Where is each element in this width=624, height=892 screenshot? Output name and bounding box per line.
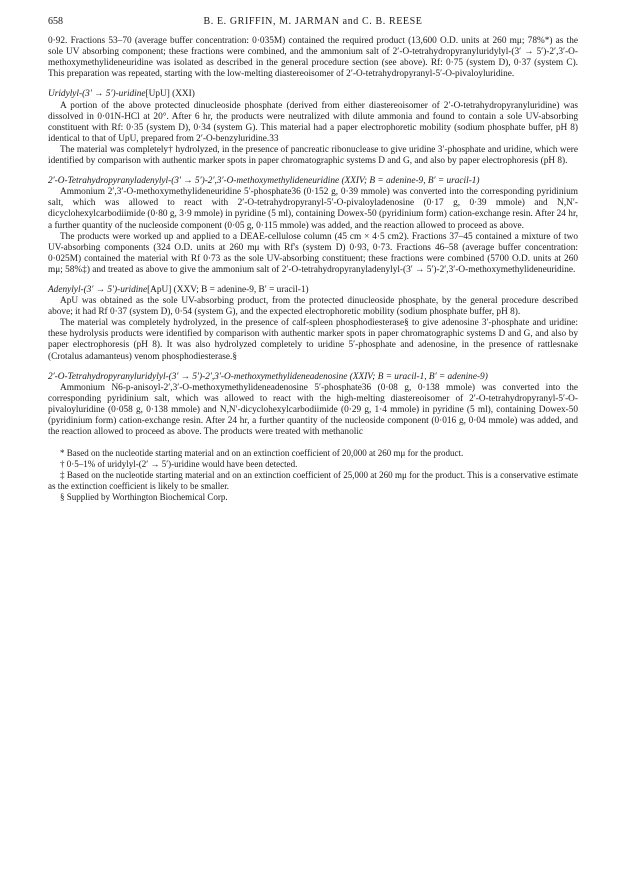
- paragraph-apu-preparation: ApU was obtained as the sole UV-absorbing product, from the protected dinucleoside phosphate, by the general procedure described above; it had Rf 0·37 (system D), 0·54 (system G), and the expected electrophoretic mobility (sodium phosphate buffer, pH 8).: [48, 296, 578, 318]
- section-heading-upu-roman: [UpU] (XXI): [145, 89, 195, 100]
- section-heading-apu: [48, 285, 578, 296]
- footnote-section-mark: § Supplied by Worthington Biochemical Corp.: [60, 492, 228, 503]
- section-heading-apu-roman: [ApU] (XXV; B = adenine-9, B′ = uracil-1): [147, 284, 309, 295]
- footnote-asterisk: * Based on the nucleotide starting material and on an extinction coefficient of 20,000 at 260 mμ for the product.: [60, 448, 464, 459]
- running-head-authors: B. E. GRIFFIN, M. JARMAN and C. B. REESE: [203, 16, 423, 27]
- footnotes: [48, 448, 578, 503]
- paragraph-fractions-upu: 0·92. Fractions 53–70 (average buffer concentration: 0·035M) contained the required product (13,600 O.D. units at 260 mμ; 78%*) as the sole UV absorbing component; these fractions were combined, and the ammonium salt of 2′-O-tetrahydropyranyluridylyl-(3′ → 5′)-2′,3′-O-methoxymethylideneuridine was isolated as described in the general procedure section (see above). Rf: 0·75 (system D), 0·37 (system C). This preparation was repeated, starting with the low-melting diastereoisomer of 2′-O-tetrahydropyranyl-5′-O-pivaloyluridine.: [48, 36, 578, 80]
- section-heading-apu-italic: Adenylyl-(3′ → 5′)-uridine: [48, 284, 148, 295]
- paragraph-thp-adenylyl-synthesis: Ammonium 2′,3′-O-methoxymethylideneuridine 5′-phosphate36 (0·152 g, 0·39 mmole) was converted into the corresponding pyridinium salt, which was allowed to react with 2′-O-tetrahydropyranyl-5′-O-pivaloyladenosine (0·17 g, 0·39 mmole) and N,N′-dicyclohexylcarbodiimide (0·80 g, 3·9 mmole) in pyridine (5 ml), containing Dowex-50 (pyridinium form) cation-exchange resin. After 24 hr, a further quantity of the nucleoside component (0·05 g, 0·115 mmole) was added, and the reaction allowed to proceed as above.: [48, 187, 578, 231]
- paragraph-thp-uridylyl-synthesis: Ammonium N6-p-anisoyl-2′,3′-O-methoxymethylideneadenosine 5′-phosphate36 (0·08 g, 0·138 mmole) was converted into the corresponding pyridinium salt, which was allowed to react with the high-melting diastereoisomer of 2′-O-tetrahydropyranyl-5′-O-pivaloyluridine (0·058 g, 0·138 mmole) and N,N′-dicyclohexylcarbodiimide (0·29 g, 1·4 mmole) in pyridine (5 ml), containing Dowex-50 (pyridinium form) cation-exchange resin. After 24 hr, a further quantity of the nucleoside component (0·016 g, 0·04 mmole) was added, and the reaction allowed to proceed as above. The products were treated with methanolic: [48, 382, 578, 438]
- running-header: [48, 16, 578, 27]
- page-number: 658: [48, 16, 63, 27]
- footnote-dagger: † 0·5–1% of uridylyl-(2′ → 5′)-uridine would have been detected.: [60, 459, 298, 470]
- section-heading-thp-uridylyl: 2′-O-Tetrahydropyranyluridylyl-(3′ → 5′)-2′,3′-O-methoxymethylideneadenosine (XXIV; B = uracil-1, B′ = adenine-9): [48, 371, 488, 382]
- paragraph-apu-hydrolysis: The material was completely hydrolyzed, in the presence of calf-spleen phosphodiesterase§ to give adenosine 3′-phosphate and uridine: these hydrolysis products were identified by comparison with authentic marker spots in paper chromatographic systems D and G, and also by paper electrophoresis (pH 8). It was also hydrolyzed completely to uridine 5′-phosphate and adenosine, in the presence of rattlesnake (Crotalus adamanteus) venom phosphodiesterase.§: [48, 318, 578, 362]
- section-heading-thp-adenylyl: 2′-O-Tetrahydropyranyladenylyl-(3′ → 5′)-2′,3′-O-methoxymethylideneuridine (XXIV; B = adenine-9, B′ = uracil-1): [48, 176, 480, 187]
- document-page: [48, 16, 578, 503]
- paragraph-upu-deprotection: A portion of the above protected dinucleoside phosphate (derived from either diastereoisomer of 2′-O-tetrahydropyranyluridine) was dissolved in 0·01N-HCl at 20°. After 6 hr, the products were neutralized with dilute ammonia and found to contain a sole UV-absorbing constituent with Rf: 0·35 (system D), 0·34 (system G). This material had a paper electrophoretic mobility (sodium phosphate buffer, pH 8) identical to that of UpU, prepared from 2′-O-benzyluridine.33: [48, 100, 578, 144]
- paragraph-thp-adenylyl-workup: The products were worked up and applied to a DEAE-cellulose column (45 cm × 4·5 cm2). Fractions 37–45 contained a mixture of two UV-absorbing components (324 O.D. units at 260 mμ with Rf's (system D) 0·93, 0·73. Fractions 46–58 (average buffer concentration: 0·025M) contained the material with Rf 0·73 as the sole UV-absorbing constituent; these fractions were combined (5700 O.D. units at 260 mμ; 58%‡) and treated as above to give the ammonium salt of 2′-O-tetrahydropyranyladenylyl-(3′ → 5′)-2′,3′-O-methoxymethylideneuridine.: [48, 231, 578, 275]
- section-heading-upu: [48, 89, 578, 100]
- footnote-double-dagger: ‡ Based on the nucleotide starting material and on an extinction coefficient of 25,000 at 260 mμ for the product. This is a conservative estimate as the extinction coefficient is likely to be smaller.: [48, 470, 578, 492]
- paragraph-upu-hydrolysis: The material was completely† hydrolyzed, in the presence of pancreatic ribonuclease to give uridine 3′-phosphate and uridine, which were identified by comparison with authentic marker spots in paper chromatographic systems D and G, and also by paper electrophoresis (pH 8).: [48, 144, 578, 167]
- section-heading-upu-italic: Uridylyl-(3′ → 5′)-uridine: [48, 89, 146, 100]
